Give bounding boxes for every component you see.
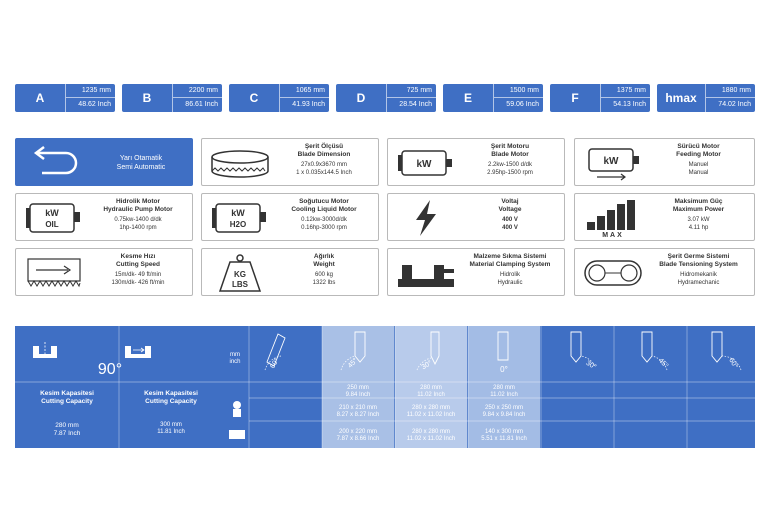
- blade-motor-hp: 2.95hp-1500 rpm: [487, 170, 533, 176]
- capacity-value-1: [19, 422, 115, 438]
- weight-title-tr: Ağırlık: [313, 253, 335, 260]
- dim-b: [122, 84, 222, 112]
- feed-motor-value-tr: Manuel: [688, 162, 709, 168]
- capacity-value-1-mm: 280 mm: [55, 422, 79, 429]
- oil-pump-motor-icon: [22, 198, 86, 238]
- power-title-tr: Maksimum Güç: [674, 198, 723, 205]
- dim-inch: 41.93 Inch: [292, 101, 325, 108]
- col45-square-mm: 210 x 210 mm: [338, 405, 378, 411]
- col30-rect-mm: 280 x 280 mm: [411, 429, 451, 435]
- hydraulic-card: [15, 193, 193, 241]
- oil-pump-oil-label: OIL: [45, 220, 59, 229]
- tension-title-tr: Şerit Germe Sistemi: [667, 253, 730, 260]
- col30-square-mm: 280 x 280 mm: [411, 405, 451, 411]
- units-inch: inch: [229, 359, 241, 365]
- voltage-card: [387, 193, 565, 241]
- blade-motor-card: [387, 138, 565, 186]
- col0-round-mm: 280 mm: [493, 385, 515, 391]
- clamping-title-en: Material Clamping System: [469, 261, 551, 268]
- dim-inch: 48.62 Inch: [78, 101, 111, 108]
- blade-motor-title-en: Blade Motor: [491, 151, 529, 158]
- cooling-card: [201, 193, 379, 241]
- feed-motor-icon-label: kW: [603, 156, 619, 167]
- coolant-motor-icon: [208, 198, 272, 238]
- dim-letter: D: [356, 91, 366, 105]
- col45-rect: [322, 429, 394, 443]
- dim-mm: 1880 mm: [706, 84, 755, 98]
- dim-inch: 28.54 Inch: [399, 101, 432, 108]
- weight-title-en: Weight: [313, 261, 335, 268]
- col45-round: [322, 385, 394, 399]
- band-saw-blade-icon: [208, 143, 272, 183]
- angle-label-60-right: 60°: [727, 357, 739, 370]
- speed-title-en: Cutting Speed: [115, 261, 161, 268]
- dim-a: [15, 84, 115, 112]
- dim-c: [229, 84, 329, 112]
- angle-90-label: 90°: [97, 361, 123, 378]
- dim-inch: 74.02 Inch: [718, 101, 751, 108]
- dim-mm: 1235 mm: [66, 84, 115, 98]
- dim-f: [550, 84, 650, 112]
- hydraulic-title-en: Hydraulic Pump Motor: [103, 206, 173, 213]
- dim-letter: C: [249, 91, 259, 105]
- power-kw: 3.07 kW: [687, 217, 710, 223]
- speed-title-tr: Kesme Hızı: [120, 253, 156, 260]
- cooling-title-tr: Soğutucu Motor: [299, 198, 349, 205]
- voltage-title-en: Voltage: [498, 206, 522, 213]
- col45-square: [322, 405, 394, 419]
- power-hp: 4.11 hp: [688, 225, 709, 231]
- blade-value-inch: 1 x 0.035x144.5 Inch: [296, 170, 352, 176]
- angle-label-30-left: 30°: [420, 359, 434, 372]
- col0-rect-inch: 5.51 x 11.81 Inch: [481, 436, 527, 442]
- mode-card: [15, 138, 193, 186]
- hydraulic-title-tr: Hidrolik Motor: [115, 198, 161, 205]
- vise-icon: [394, 253, 458, 293]
- capacity-value-1-inch: 7.87 Inch: [53, 430, 81, 437]
- mode-tr: Yarı Otamatik: [119, 155, 163, 162]
- col0-round-inch: 11.02 Inch: [490, 392, 518, 398]
- cutting-capacity-table: [15, 326, 755, 448]
- col0-square-inch: 9.84 x 9.84 Inch: [482, 412, 526, 418]
- dim-letter: F: [571, 91, 579, 105]
- col30-rect: [395, 429, 467, 443]
- coolant-h2o-label: H2O: [229, 220, 247, 229]
- speed-min: 15m/dk- 49 ft/min: [114, 272, 162, 278]
- dim-letter: E: [463, 91, 472, 105]
- angle-label-45-right: 45°: [656, 357, 670, 370]
- motor-icon-label: kW: [416, 159, 432, 170]
- dim-letter: A: [35, 91, 45, 105]
- clamping-value-tr: Hidrolik: [499, 272, 520, 278]
- tension-value-tr: Hidromekanik: [680, 272, 717, 278]
- capacity-header-2-tr: Kesim Kapasitesi: [144, 390, 198, 397]
- blade-card: [201, 138, 379, 186]
- weight-lbs: 1322 lbs: [312, 280, 336, 286]
- dim-inch: 86.61 Inch: [185, 101, 218, 108]
- dim-e: [443, 84, 543, 112]
- units-mm: mm: [230, 352, 240, 358]
- angle-label-60-left: 60°: [269, 357, 281, 370]
- weight-icon: [208, 253, 272, 293]
- dim-inch: 59.06 Inch: [506, 101, 539, 108]
- cooling-hp: 0.16hp-3000 rpm: [301, 225, 347, 231]
- angle-label-45-left: 45°: [346, 357, 360, 370]
- blade-value-mm: 27x0.9x3670 mm: [300, 162, 348, 168]
- feed-motor-title-tr: Sürücü Motor: [677, 143, 720, 150]
- dim-letter: hmax: [665, 91, 697, 105]
- power-card: [574, 193, 755, 241]
- clamping-title-tr: Malzeme Sıkma Sistemi: [473, 253, 547, 260]
- col45-round-inch: 9.84 Inch: [345, 392, 371, 398]
- col30-square: [395, 405, 467, 419]
- weight-lbs-label: LBS: [232, 280, 248, 289]
- voltage-value-2: 400 V: [502, 225, 518, 231]
- power-title-en: Maximum Power: [672, 206, 725, 213]
- tension-value-en: Hydramechanic: [677, 280, 720, 286]
- capacity-value-2: [121, 422, 221, 436]
- clamping-value-en: Hydraulic: [497, 280, 523, 286]
- feed-motor-card: [574, 138, 755, 186]
- speed-max: 130m/dk- 426 ft/min: [111, 280, 165, 286]
- units-label: [222, 352, 248, 366]
- power-max-label: MAX: [602, 232, 624, 238]
- blade-title-en: Blade Dimension: [297, 151, 351, 158]
- col45-round-mm: 250 mm: [347, 385, 369, 391]
- oil-pump-kw-label: kW: [45, 208, 59, 218]
- capacity-header-1-en: Cutting Capacity: [41, 398, 93, 405]
- dim-mm: 2200 mm: [173, 84, 222, 98]
- power-bars-icon: [581, 198, 645, 238]
- feed-motor-icon: [581, 143, 645, 183]
- mode-en: Semi Automatic: [116, 164, 166, 171]
- dim-mm: 1375 mm: [601, 84, 650, 98]
- tension-title-en: Blade Tensioning System: [659, 261, 738, 268]
- hydraulic-hp: 1hp-1400 rpm: [119, 225, 157, 231]
- blade-speed-icon: [22, 253, 86, 293]
- col0-rect-mm: 140 x 300 mm: [484, 429, 524, 435]
- col0-square: [468, 405, 540, 419]
- dim-mm: 725 mm: [387, 84, 436, 98]
- dim-inch: 54.13 Inch: [613, 101, 646, 108]
- motor-icon: [394, 143, 458, 183]
- col30-rect-inch: 11.02 x 11.02 Inch: [406, 436, 456, 442]
- cooling-kw: 0.12kw-3000d/dk: [301, 217, 347, 223]
- col0-round: [468, 385, 540, 399]
- dim-d: [336, 84, 436, 112]
- col45-rect-mm: 200 x 220 mm: [338, 429, 378, 435]
- weight-kg-label: KG: [234, 270, 246, 279]
- dim-hmax: [657, 84, 755, 112]
- col45-square-inch: 8.27 x 8.27 Inch: [336, 412, 380, 418]
- angle-label-0: 0°: [500, 365, 508, 374]
- capacity-value-2-mm: 300 mm: [160, 422, 182, 428]
- angle-label-30-right: 30°: [584, 359, 598, 372]
- col30-square-inch: 11.02 x 11.02 Inch: [406, 412, 456, 418]
- feed-motor-title-en: Feeding Motor: [676, 151, 721, 158]
- voltage-value-1: 400 V: [502, 217, 518, 223]
- lightning-bolt-icon: [394, 198, 458, 238]
- blade-tension-icon: [581, 253, 645, 293]
- capacity-header-1: [19, 390, 115, 406]
- return-arrow-icon: [22, 143, 86, 183]
- voltage-title-tr: Voltaj: [501, 198, 519, 205]
- tension-card: [574, 248, 755, 296]
- dim-mm: 1500 mm: [494, 84, 543, 98]
- dim-letter: B: [142, 91, 152, 105]
- coolant-kw-label: kW: [231, 208, 245, 218]
- cooling-title-en: Cooling Liquid Motor: [291, 206, 357, 213]
- blade-motor-kw: 2.2kw-1500 d/dk: [487, 162, 533, 168]
- blade-motor-title-tr: Şerit Motoru: [490, 143, 530, 150]
- clamping-card: [387, 248, 565, 296]
- col0-square-mm: 250 x 250 mm: [484, 405, 524, 411]
- col30-round-mm: 280 mm: [420, 385, 442, 391]
- col45-rect-inch: 7.87 x 8.66 Inch: [336, 436, 380, 442]
- col30-round: [395, 385, 467, 399]
- hydraulic-kw: 0.75kw-1400 d/dk: [114, 217, 162, 223]
- blade-title-tr: Şerit Ölçüsü: [304, 143, 344, 150]
- feed-motor-value-en: Manual: [688, 170, 709, 176]
- col30-round-inch: 11.02 Inch: [417, 392, 445, 398]
- weight-kg: 600 kg: [314, 272, 333, 278]
- weight-card: [201, 248, 379, 296]
- speed-card: [15, 248, 193, 296]
- capacity-value-2-inch: 11.81 Inch: [157, 429, 185, 435]
- col0-rect: [468, 429, 540, 443]
- capacity-header-2-en: Cutting Capacity: [145, 398, 197, 405]
- capacity-header-2: [121, 390, 221, 406]
- capacity-header-1-tr: Kesim Kapasitesi: [40, 390, 94, 397]
- dim-mm: 1065 mm: [280, 84, 329, 98]
